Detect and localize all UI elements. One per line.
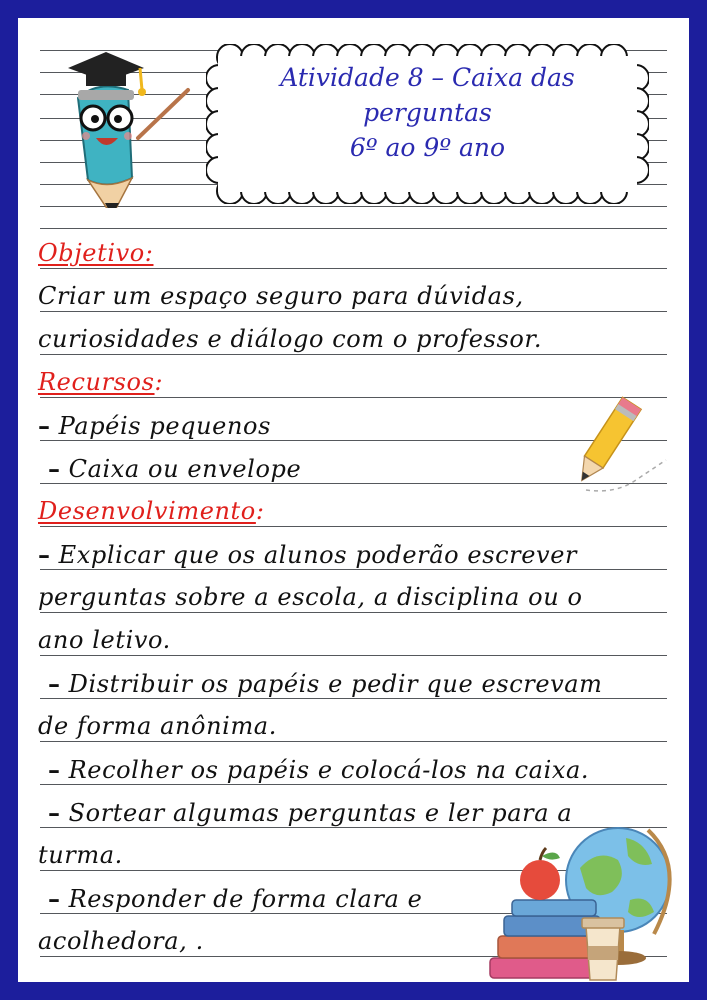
desenvolvimento-line-6	[48, 755, 589, 784]
ruled-line	[40, 784, 667, 785]
desenvolvimento-heading-line	[38, 497, 265, 525]
bullet-dash: –	[38, 411, 51, 440]
desenvolvimento-text: Recolher os papéis e colocá-los na caixa.	[68, 756, 590, 784]
ruled-line	[40, 698, 667, 699]
objetivo-heading-line	[38, 239, 154, 267]
desenvolvimento-colon: :	[255, 497, 265, 525]
ruled-line	[40, 741, 667, 742]
ruled-line	[40, 655, 667, 656]
recursos-heading-line	[38, 368, 163, 396]
title-line-2: perguntas	[363, 98, 492, 127]
desenvolvimento-line-8: turma.	[38, 841, 123, 869]
recursos-item-text: Caixa ou envelope	[68, 455, 302, 483]
objetivo-heading: Objetivo:	[38, 239, 154, 267]
desenvolvimento-line-4	[48, 669, 603, 698]
bullet-dash: –	[48, 884, 61, 913]
pencil-mascot-icon	[48, 38, 193, 208]
ruled-line	[40, 569, 667, 570]
recursos-item-2	[48, 454, 301, 483]
worksheet-page	[18, 18, 689, 982]
ruled-line	[40, 268, 667, 269]
ruled-line	[40, 228, 667, 229]
desenvolvimento-heading: Desenvolvimento	[38, 497, 256, 525]
ruled-line	[40, 526, 667, 527]
desenvolvimento-text: Sortear algumas perguntas e ler para a	[68, 799, 573, 827]
yellow-pencil-icon	[566, 390, 676, 500]
ruled-line	[40, 612, 667, 613]
desenvolvimento-line-2: perguntas sobre a escola, a disciplina ou o	[38, 583, 583, 611]
recursos-item-1	[38, 411, 271, 440]
objetivo-line-1: Criar um espaço seguro para dúvidas,	[38, 282, 524, 310]
desenvolvimento-line-5: de forma anônima.	[38, 712, 277, 740]
ruled-line	[40, 311, 667, 312]
objetivo-line-2: curiosidades e diálogo com o professor.	[38, 325, 543, 353]
recursos-heading: Recursos	[38, 368, 155, 396]
desenvolvimento-text: Explicar que os alunos poderão escrever	[58, 541, 578, 569]
desenvolvimento-line-1	[38, 540, 577, 569]
title-block	[206, 60, 649, 165]
recursos-colon: :	[154, 368, 164, 396]
title-line-3: 6º ao 9º ano	[349, 133, 506, 162]
desenvolvimento-text: Distribuir os papéis e pedir que escrevam	[68, 670, 603, 698]
bullet-dash: –	[38, 540, 51, 569]
desenvolvimento-line-9	[48, 884, 422, 913]
bullet-dash: –	[48, 755, 61, 784]
books-globe-illustration	[468, 808, 689, 982]
desenvolvimento-line-3: ano letivo.	[38, 626, 171, 654]
bullet-dash: –	[48, 669, 61, 698]
bullet-dash: –	[48, 798, 61, 827]
title-line-1: Atividade 8 – Caixa das	[280, 63, 575, 92]
desenvolvimento-text: Responder de forma clara e	[68, 885, 423, 913]
recursos-item-text: Papéis pequenos	[58, 412, 271, 440]
bullet-dash: –	[48, 454, 61, 483]
desenvolvimento-line-10: acolhedora, .	[38, 927, 204, 955]
ruled-line	[40, 354, 667, 355]
